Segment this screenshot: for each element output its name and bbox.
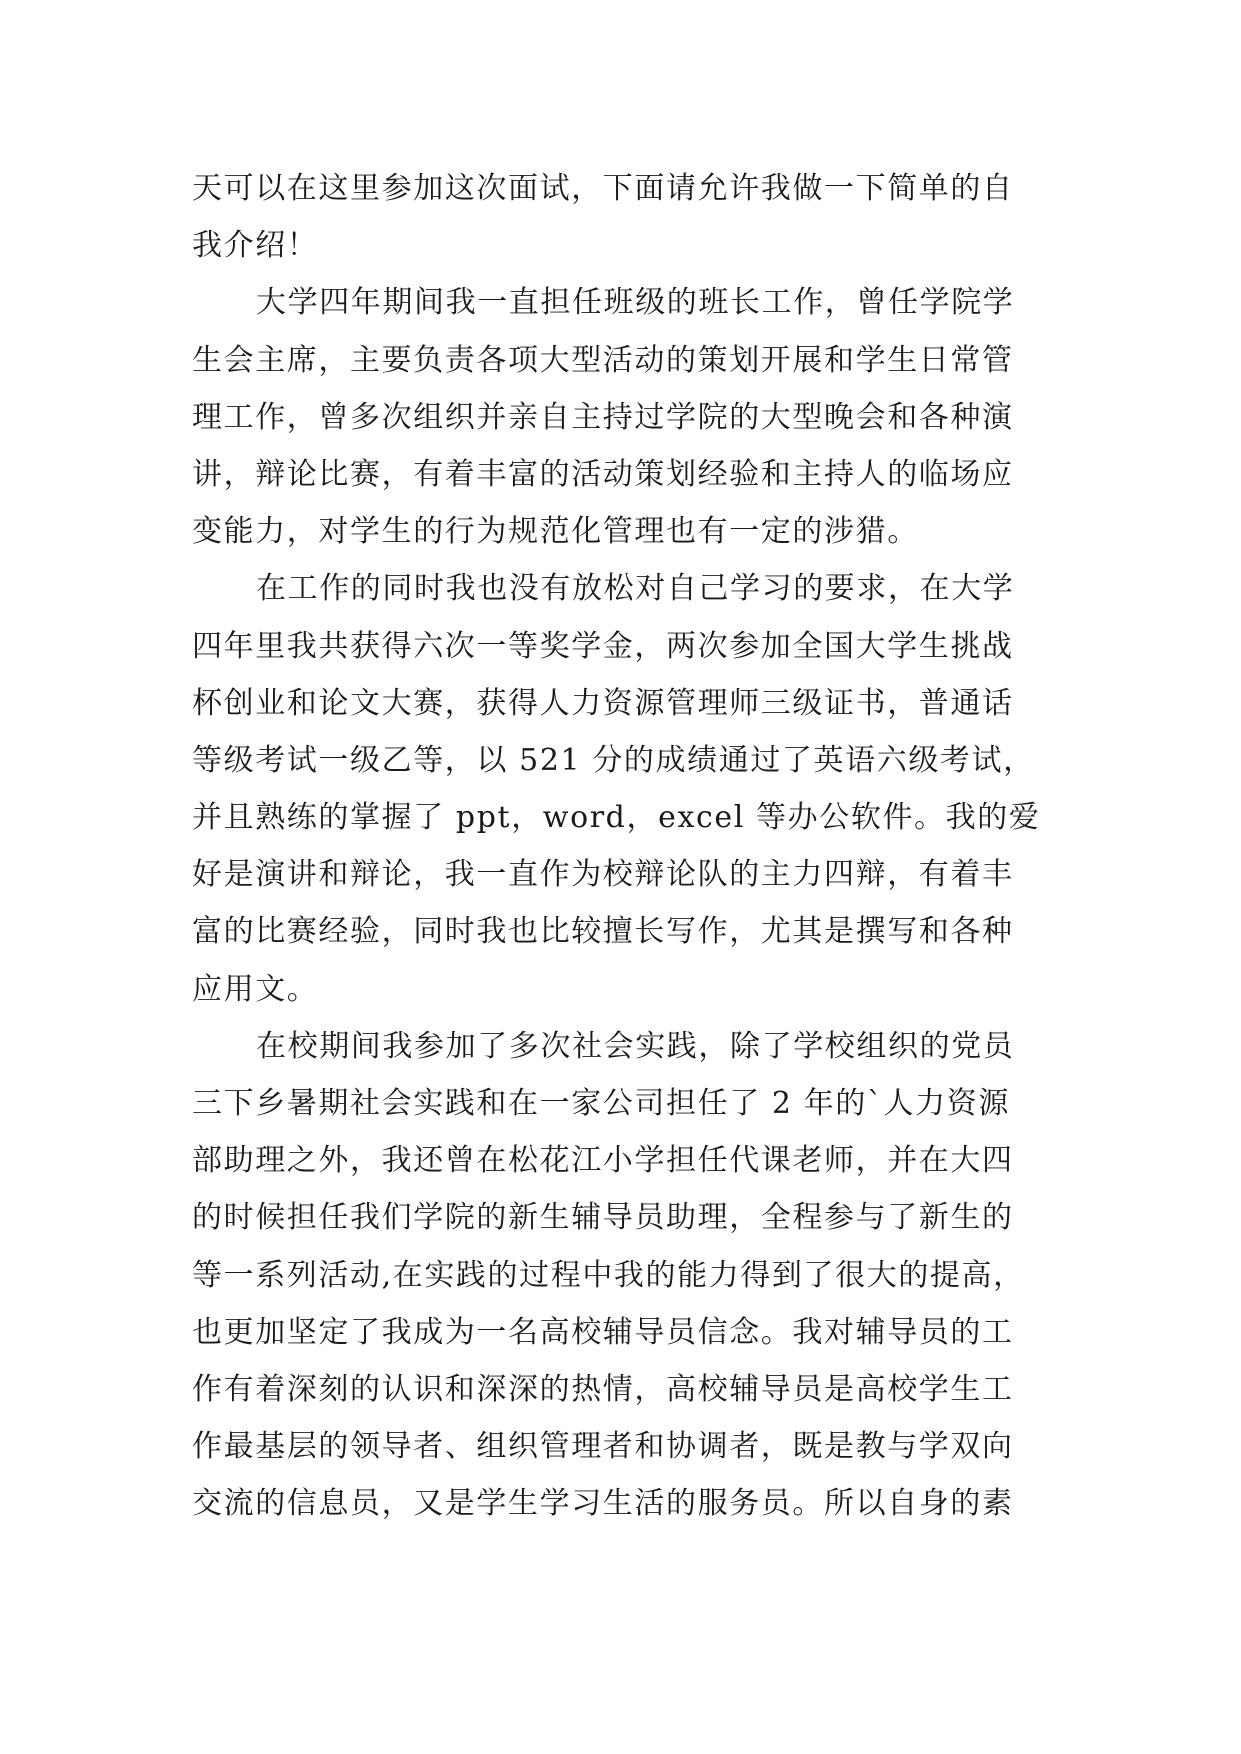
text-line: 在工作的同时我也没有放松对自己学习的要求，在大学 [256,571,1015,607]
text-line: 的时候担任我们学院的新生辅导员助理，全程参与了新生的 [192,1200,1014,1236]
text-line: 等级考试一级乙等，以 521 分的成绩通过了英语六级考试， [192,742,1035,778]
text-line: 大学四年期间我一直担任班级的班长工作，曾任学院学 [256,285,1015,321]
text-line: 变能力，对学生的行为规范化管理也有一定的涉猎。 [192,514,919,550]
text-line: 生会主席，主要负责各项大型活动的策划开展和学生日常管 [192,342,1014,378]
text-line: 交流的信息员，又是学生学习生活的服务员。所以自身的素 [192,1486,1014,1522]
text-line: 等一系列活动,在实践的过程中我的能力得到了很大的提高， [192,1257,1025,1293]
text-line: 天可以在这里参加这次面试，下面请允许我做一下简单的自 [192,171,1014,206]
text-line: 也更加坚定了我成为一名高校辅导员信念。我对辅导员的工 [192,1314,1014,1350]
text-line: 部助理之外，我还曾在松花江小学担任代课老师，并在大四 [192,1143,1014,1179]
text-line: 富的比赛经验，同时我也比较擅长写作，尤其是撰写和各种 [192,914,1014,950]
text-line: 我介绍！ [192,228,319,264]
text-line: 四年里我共获得六次一等奖学金，两次参加全国大学生挑战 [192,628,1014,664]
document-body [192,160,1072,1533]
text-line: 应用文。 [192,971,319,1007]
text-line: 在校期间我参加了多次社会实践，除了学校组织的党员 [256,1028,1015,1064]
text-line: 杯创业和论文大赛，获得人力资源管理师三级证书，普通话 [192,685,1014,721]
text-line: 好是演讲和辩论，我一直作为校辩论队的主力四辩，有着丰 [192,857,1014,893]
text-line: 作最基层的领导者、组织管理者和协调者，既是教与学双向 [192,1429,1014,1465]
text-line: 三下乡暑期社会实践和在一家公司担任了 2 年的`人力资源 [192,1086,1010,1121]
text-line: 讲，辩论比赛，有着丰富的活动策划经验和主持人的临场应 [192,456,1014,492]
text-line: 并且熟练的掌握了 ppt，word，excel 等办公软件。我的爱 [192,800,1041,836]
text-line: 作有着深刻的认识和深深的热情，高校辅导员是高校学生工 [192,1371,1014,1407]
text-line: 理工作，曾多次组织并亲自主持过学院的大型晚会和各种演 [192,399,1014,435]
